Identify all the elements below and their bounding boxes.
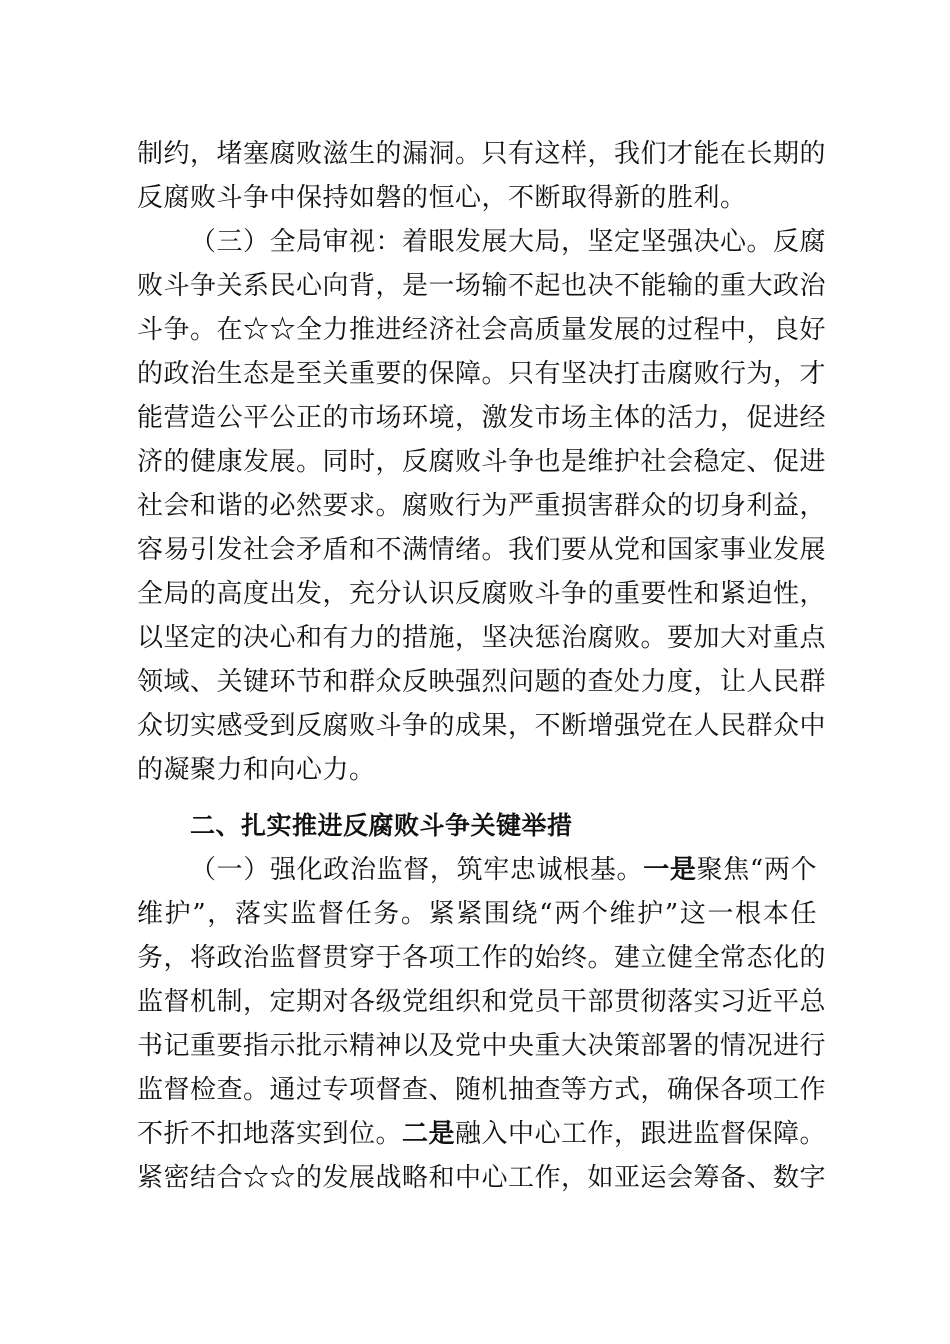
point-two-marker: 二是 <box>402 1119 456 1149</box>
paragraph-line: 能营造公平公正的市场环境，激发市场主体的活力，促进经 <box>137 403 827 433</box>
paragraph-line <box>137 1114 827 1154</box>
line-text: 不折不扣地落实到位。 <box>137 1119 403 1149</box>
paragraph-line: 维护”，落实监督任务。紧紧围绕“两个维护”这一根本任 <box>137 899 817 929</box>
paragraph-line: 务，将政治监督贯穿于各项工作的始终。建立健全常态化的 <box>137 943 827 973</box>
point-one-marker: 一是 <box>643 855 697 885</box>
paragraph-line: 败斗争关系民心向背，是一场输不起也决不能输的重大政治 <box>137 271 827 301</box>
line-text: 融入中心工作，跟进监督保障。 <box>455 1119 827 1149</box>
paragraph-line: 全局的高度出发，充分认识反腐败斗争的重要性和紧迫性， <box>137 579 827 609</box>
paragraph-line: 领域、关键环节和群众反映强烈问题的查处力度，让人民群 <box>137 667 827 697</box>
subsection-line <box>190 850 817 890</box>
paragraph-line: 监督检查。通过专项督查、随机抽查等方式，确保各项工作 <box>137 1075 827 1105</box>
section-heading: 二、扎实推进反腐败斗争关键举措 <box>190 811 573 840</box>
section-three-line: （三）全局审视：着眼发展大局，坚定坚强决心。反腐 <box>190 227 827 257</box>
paragraph-line: 济的健康发展。同时，反腐败斗争也是维护社会稳定、促进 <box>137 447 827 477</box>
subsection-title: （一）强化政治监督，筑牢忠诚根基。 <box>190 855 644 885</box>
paragraph-line: 容易引发社会矛盾和不满情绪。我们要从党和国家事业发展 <box>137 535 827 565</box>
paragraph-line: 的凝聚力和向心力。 <box>137 755 376 785</box>
paragraph-line: 反腐败斗争中保持如磐的恒心，不断取得新的胜利。 <box>137 183 747 213</box>
paragraph-line: 以坚定的决心和有力的措施，坚决惩治腐败。要加大对重点 <box>137 623 827 653</box>
paragraph-line: 社会和谐的必然要求。腐败行为严重损害群众的切身利益， <box>137 491 827 521</box>
paragraph-line: 书记重要指示批示精神以及党中央重大决策部署的情况进行 <box>137 1031 827 1061</box>
paragraph-line: 紧密结合☆☆的发展战略和中心工作，如亚运会筹备、数字 <box>137 1163 827 1193</box>
paragraph-line: 制约，堵塞腐败滋生的漏洞。只有这样，我们才能在长期的 <box>137 139 827 169</box>
subsection-text: 聚焦“两个 <box>696 855 817 885</box>
paragraph-line: 的政治生态是至关重要的保障。只有坚决打击腐败行为，才 <box>137 359 827 389</box>
paragraph-line: 斗争。在☆☆全力推进经济社会高质量发展的过程中，良好 <box>137 315 827 345</box>
paragraph-line: 众切实感受到反腐败斗争的成果，不断增强党在人民群众中 <box>137 711 827 741</box>
paragraph-line: 监督机制，定期对各级党组织和党员干部贯彻落实习近平总 <box>137 987 827 1017</box>
